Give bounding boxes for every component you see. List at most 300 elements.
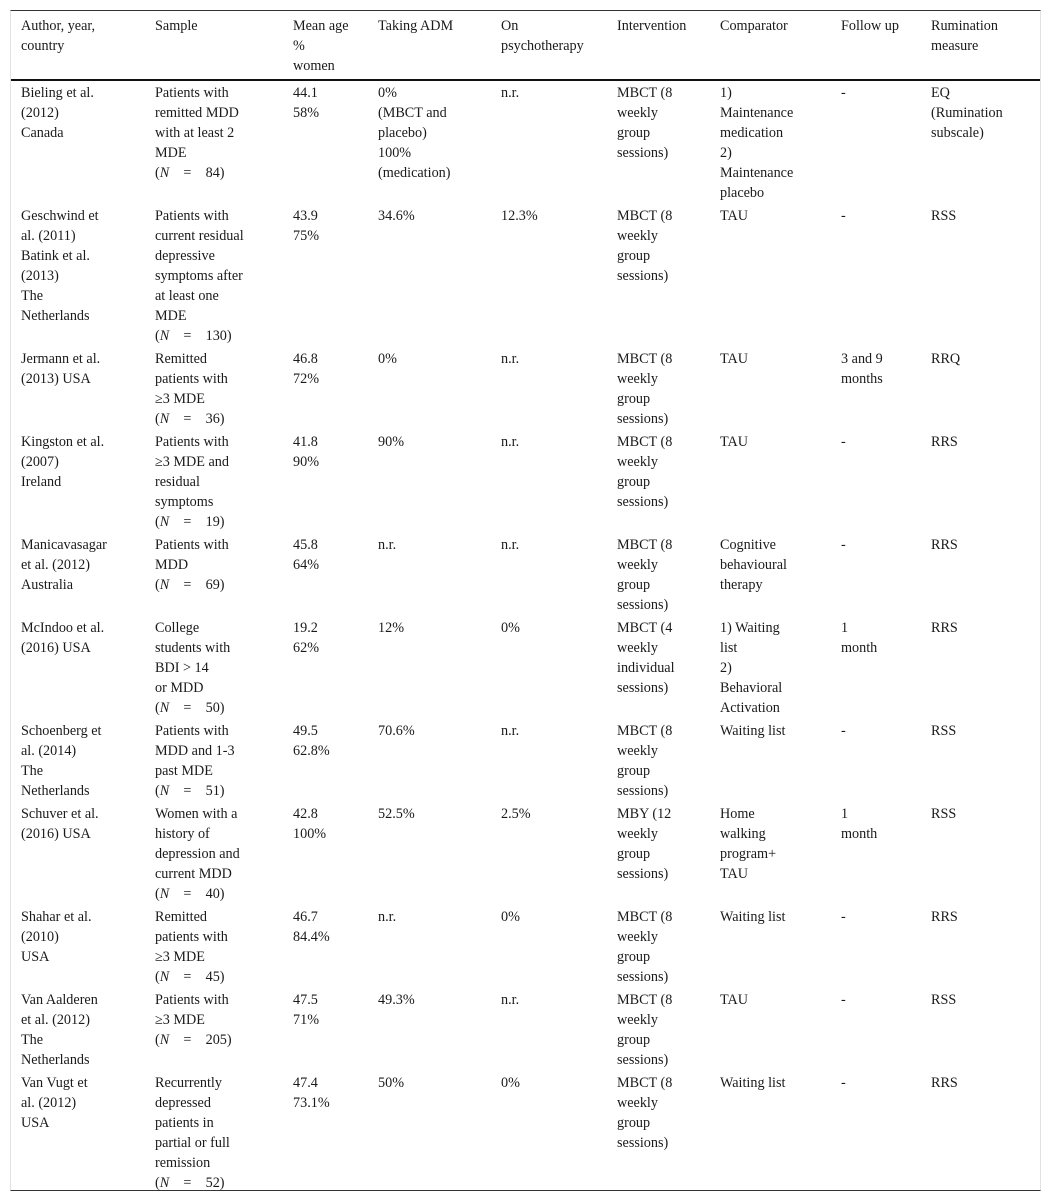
measure-cell	[921, 80, 1040, 204]
cell-text: 47.4	[293, 1075, 318, 1091]
author-cell	[11, 719, 145, 802]
author-cell	[11, 905, 145, 988]
adm-cell	[368, 719, 491, 802]
cell-text: at least one	[155, 288, 219, 304]
cell-text: Netherlands	[21, 1052, 90, 1068]
cell-text: RRS	[931, 434, 958, 450]
header-text: psychotherapy	[501, 38, 584, 54]
comparator-cell	[710, 1071, 831, 1194]
cell-text: EQ	[931, 85, 950, 101]
psychotherapy-cell	[491, 533, 607, 616]
cell-text: al. (2014)	[21, 743, 77, 759]
sample-size-value: 19	[205, 514, 220, 530]
cell-text: weekly	[617, 929, 658, 945]
cell-text: RRS	[931, 537, 958, 553]
comparator-cell	[710, 802, 831, 905]
cell-text: 90%	[378, 434, 405, 450]
cell-text: sessions)	[617, 411, 669, 427]
column-header-sample	[145, 11, 283, 80]
author-cell	[11, 1071, 145, 1194]
author-cell	[11, 533, 145, 616]
cell-text: 62.8%	[293, 743, 330, 759]
cell-text: current MDD	[155, 866, 232, 882]
cell-text: 58%	[293, 105, 320, 121]
intervention-cell	[607, 204, 710, 347]
cell-text: RSS	[931, 723, 957, 739]
psychotherapy-cell	[491, 430, 607, 533]
cell-text: ≥3 MDE	[155, 949, 205, 965]
cell-text: sessions)	[617, 268, 669, 284]
intervention-cell	[607, 905, 710, 988]
adm-cell	[368, 905, 491, 988]
cell-text: group	[617, 949, 651, 965]
cell-text: MBCT (8	[617, 723, 673, 739]
cell-text: n.r.	[378, 909, 397, 925]
follow-up-cell	[831, 719, 921, 802]
comparator-cell	[710, 204, 831, 347]
age-women-cell	[283, 802, 368, 905]
cell-text: 70.6%	[378, 723, 415, 739]
header-text: Author, year,	[21, 18, 96, 34]
author-cell	[11, 204, 145, 347]
column-header-intervention	[607, 11, 710, 80]
studies-table	[11, 11, 1040, 1194]
cell-text: Waiting list	[720, 909, 786, 925]
cell-text: weekly	[617, 454, 658, 470]
cell-text: Geschwind et	[21, 208, 99, 224]
follow-up-cell	[831, 1071, 921, 1194]
cell-text: group	[617, 1115, 651, 1131]
header-text: Follow up	[841, 18, 899, 34]
age-women-cell	[283, 430, 368, 533]
sample-size-value: 40	[205, 886, 220, 902]
cell-text: months	[841, 371, 883, 387]
adm-cell	[368, 1071, 491, 1194]
psychotherapy-cell	[491, 1071, 607, 1194]
cell-text: 100%	[378, 145, 412, 161]
cell-text: group	[617, 763, 651, 779]
cell-text: MDD	[155, 557, 189, 573]
cell-text: depression and	[155, 846, 240, 862]
cell-text: College	[155, 620, 200, 636]
comparator-cell	[710, 719, 831, 802]
table-row	[11, 204, 1040, 347]
column-header-author-country	[11, 11, 145, 80]
cell-text: Manicavasagar	[21, 537, 107, 553]
sample-size-value: 51	[205, 783, 220, 799]
cell-text: USA	[21, 1115, 50, 1131]
cell-text: BDI > 14	[155, 660, 209, 676]
cell-text: MBCT (4	[617, 620, 673, 636]
psychotherapy-cell	[491, 719, 607, 802]
adm-cell	[368, 204, 491, 347]
cell-text: 0%	[378, 351, 397, 367]
sample-size: (N = 52)	[155, 1175, 225, 1191]
intervention-cell	[607, 80, 710, 204]
table-body	[11, 80, 1040, 1194]
cell-text: n.r.	[501, 992, 520, 1008]
cell-text: weekly	[617, 826, 658, 842]
psychotherapy-cell	[491, 988, 607, 1071]
age-women-cell	[283, 347, 368, 430]
cell-text: Batink et al.	[21, 248, 90, 264]
cell-text: Netherlands	[21, 308, 90, 324]
cell-text: group	[617, 577, 651, 593]
cell-text: 44.1	[293, 85, 318, 101]
sample-size: (N = 69)	[155, 577, 225, 593]
column-header-follow-up	[831, 11, 921, 80]
cell-text: 1	[841, 620, 849, 636]
header-text: measure	[931, 38, 979, 54]
sample-size-value: 45	[205, 969, 220, 985]
cell-text: remitted MDD	[155, 105, 239, 121]
sample-cell	[145, 204, 283, 347]
cell-text: remission	[155, 1155, 211, 1171]
cell-text: MBCT (8	[617, 992, 673, 1008]
cell-text: McIndoo et al.	[21, 620, 105, 636]
comparator-cell	[710, 533, 831, 616]
adm-cell	[368, 80, 491, 204]
cell-text: Maintenance	[720, 165, 794, 181]
cell-text: Netherlands	[21, 783, 90, 799]
sample-cell	[145, 988, 283, 1071]
cell-text: symptoms	[155, 494, 214, 510]
cell-text: Patients with	[155, 85, 229, 101]
column-header-on-psychotherapy	[491, 11, 607, 80]
cell-text: 73.1%	[293, 1095, 330, 1111]
cell-text: group	[617, 125, 651, 141]
follow-up-cell	[831, 905, 921, 988]
sample-size-value: 69	[205, 577, 220, 593]
cell-text: -	[841, 85, 846, 101]
cell-text: ≥3 MDE and	[155, 454, 229, 470]
cell-text: (2013) USA	[21, 371, 91, 387]
cell-text: MBCT (8	[617, 537, 673, 553]
table-row	[11, 719, 1040, 802]
cell-text: sessions)	[617, 969, 669, 985]
cell-text: sessions)	[617, 1135, 669, 1151]
follow-up-cell	[831, 347, 921, 430]
measure-cell	[921, 204, 1040, 347]
cell-text: RRS	[931, 620, 958, 636]
table-row	[11, 430, 1040, 533]
sample-size: (N = 45)	[155, 969, 225, 985]
column-header-taking-adm	[368, 11, 491, 80]
cell-text: Schoenberg et	[21, 723, 102, 739]
cell-text: TAU	[720, 351, 749, 367]
sample-cell	[145, 802, 283, 905]
cell-text: Van Aalderen	[21, 992, 98, 1008]
cell-text: Maintenance	[720, 105, 794, 121]
cell-text: 64%	[293, 557, 320, 573]
header-text: Mean age	[293, 18, 349, 34]
table-row	[11, 905, 1040, 988]
cell-text: 42.8	[293, 806, 318, 822]
header-row	[11, 11, 1040, 80]
cell-text: 90%	[293, 454, 320, 470]
cell-text: -	[841, 909, 846, 925]
follow-up-cell	[831, 533, 921, 616]
cell-text: Patients with	[155, 723, 229, 739]
cell-text: weekly	[617, 1095, 658, 1111]
sample-size: (N = 50)	[155, 700, 225, 716]
measure-cell	[921, 1071, 1040, 1194]
cell-text: n.r.	[501, 537, 520, 553]
cell-text: 0%	[501, 620, 520, 636]
cell-text: 84.4%	[293, 929, 330, 945]
intervention-cell	[607, 1071, 710, 1194]
cell-text: Australia	[21, 577, 74, 593]
cell-text: with at least 2	[155, 125, 235, 141]
cell-text: al. (2011)	[21, 228, 76, 244]
sample-cell	[145, 533, 283, 616]
cell-text: MBCT (8	[617, 351, 673, 367]
cell-text: Schuver et al.	[21, 806, 99, 822]
cell-text: Women with a	[155, 806, 238, 822]
table-row	[11, 616, 1040, 719]
cell-text: Jermann et al.	[21, 351, 101, 367]
cell-text: -	[841, 208, 846, 224]
measure-cell	[921, 533, 1040, 616]
cell-text: group	[617, 846, 651, 862]
cell-text: Waiting list	[720, 723, 786, 739]
cell-text: RSS	[931, 806, 957, 822]
cell-text: MDD and 1-3	[155, 743, 235, 759]
cell-text: 62%	[293, 640, 320, 656]
age-women-cell	[283, 719, 368, 802]
intervention-cell	[607, 988, 710, 1071]
cell-text: TAU	[720, 208, 749, 224]
cell-text: The	[21, 288, 44, 304]
sample-cell	[145, 80, 283, 204]
age-women-cell	[283, 80, 368, 204]
comparator-cell	[710, 616, 831, 719]
cell-text: (2010)	[21, 929, 59, 945]
sample-cell	[145, 430, 283, 533]
cell-text: group	[617, 474, 651, 490]
cell-text: 43.9	[293, 208, 318, 224]
cell-text: 12.3%	[501, 208, 538, 224]
author-cell	[11, 80, 145, 204]
cell-text: weekly	[617, 743, 658, 759]
cell-text: weekly	[617, 1012, 658, 1028]
adm-cell	[368, 347, 491, 430]
author-cell	[11, 802, 145, 905]
sample-size: (N = 51)	[155, 783, 225, 799]
cell-text: (medication)	[378, 165, 451, 181]
cell-text: (2016) USA	[21, 826, 91, 842]
cell-text: 49.5	[293, 723, 318, 739]
cell-text: placebo)	[378, 125, 427, 141]
cell-text: depressive	[155, 248, 215, 264]
sample-size: (N = 84)	[155, 165, 225, 181]
intervention-cell	[607, 616, 710, 719]
intervention-cell	[607, 533, 710, 616]
cell-text: Recurrently	[155, 1075, 222, 1091]
cell-text: -	[841, 723, 846, 739]
cell-text: individual	[617, 660, 675, 676]
cell-text: depressed	[155, 1095, 211, 1111]
column-header-mean-age-women	[283, 11, 368, 80]
sample-size: (N = 36)	[155, 411, 225, 427]
cell-text: -	[841, 1075, 846, 1091]
adm-cell	[368, 616, 491, 719]
cell-text: Canada	[21, 125, 64, 141]
age-women-cell	[283, 905, 368, 988]
table-row	[11, 80, 1040, 204]
author-cell	[11, 616, 145, 719]
cell-text: al. (2012)	[21, 1095, 77, 1111]
comparator-cell	[710, 80, 831, 204]
cell-text: Patients with	[155, 434, 229, 450]
cell-text: TAU	[720, 434, 749, 450]
cell-text: walking	[720, 826, 766, 842]
measure-cell	[921, 905, 1040, 988]
cell-text: placebo	[720, 185, 765, 201]
cell-text: Cognitive	[720, 537, 776, 553]
intervention-cell	[607, 347, 710, 430]
cell-text: 47.5	[293, 992, 318, 1008]
cell-text: or MDD	[155, 680, 204, 696]
cell-text: sessions)	[617, 597, 669, 613]
cell-text: MDE	[155, 145, 187, 161]
cell-text: (2007)	[21, 454, 59, 470]
cell-text: 46.7	[293, 909, 318, 925]
cell-text: sessions)	[617, 783, 669, 799]
header-text: women	[293, 58, 335, 74]
cell-text: Bieling et al.	[21, 85, 94, 101]
follow-up-cell	[831, 204, 921, 347]
comparator-cell	[710, 430, 831, 533]
sample-cell	[145, 905, 283, 988]
cell-text: weekly	[617, 228, 658, 244]
cell-text: students with	[155, 640, 231, 656]
measure-cell	[921, 802, 1040, 905]
cell-text: TAU	[720, 866, 749, 882]
cell-text: weekly	[617, 105, 658, 121]
cell-text: Home	[720, 806, 755, 822]
intervention-cell	[607, 719, 710, 802]
age-women-cell	[283, 616, 368, 719]
cell-text: sessions)	[617, 145, 669, 161]
cell-text: 49.3%	[378, 992, 415, 1008]
cell-text: month	[841, 640, 878, 656]
cell-text: 41.8	[293, 434, 318, 450]
cell-text: n.r.	[501, 351, 520, 367]
author-cell	[11, 430, 145, 533]
follow-up-cell	[831, 988, 921, 1071]
cell-text: 1) Waiting	[720, 620, 780, 636]
cell-text: 12%	[378, 620, 405, 636]
sample-size: (N = 19)	[155, 514, 225, 530]
adm-cell	[368, 988, 491, 1071]
cell-text: Patients with	[155, 208, 229, 224]
column-header-comparator	[710, 11, 831, 80]
measure-cell	[921, 719, 1040, 802]
cell-text: group	[617, 1032, 651, 1048]
cell-text: sessions)	[617, 680, 669, 696]
sample-cell	[145, 347, 283, 430]
cell-text: 45.8	[293, 537, 318, 553]
cell-text: past MDE	[155, 763, 213, 779]
cell-text: 71%	[293, 1012, 320, 1028]
sample-size: (N = 130)	[155, 328, 232, 344]
cell-text: ≥3 MDE	[155, 1012, 205, 1028]
author-cell	[11, 347, 145, 430]
header-text: Intervention	[617, 18, 687, 34]
sample-size-value: 36	[205, 411, 220, 427]
cell-text: Patients with	[155, 992, 229, 1008]
measure-cell	[921, 988, 1040, 1071]
cell-text: 100%	[293, 826, 327, 842]
cell-text: weekly	[617, 371, 658, 387]
cell-text: Kingston et al.	[21, 434, 105, 450]
cell-text: Patients with	[155, 537, 229, 553]
cell-text: sessions)	[617, 866, 669, 882]
age-women-cell	[283, 1071, 368, 1194]
measure-cell	[921, 616, 1040, 719]
cell-text: symptoms after	[155, 268, 243, 284]
header-text: Rumination	[931, 18, 998, 34]
cell-text: -	[841, 992, 846, 1008]
cell-text: (MBCT and	[378, 105, 447, 121]
cell-text: (2013)	[21, 268, 59, 284]
cell-text: -	[841, 434, 846, 450]
cell-text: Behavioral	[720, 680, 783, 696]
cell-text: 0%	[501, 909, 520, 925]
cell-text: patients in	[155, 1115, 214, 1131]
cell-text: 46.8	[293, 351, 318, 367]
cell-text: ≥3 MDE	[155, 391, 205, 407]
cell-text: patients with	[155, 929, 228, 945]
comparator-cell	[710, 347, 831, 430]
cell-text: MBCT (8	[617, 909, 673, 925]
measure-cell	[921, 347, 1040, 430]
cell-text: 1	[841, 806, 849, 822]
cell-text: group	[617, 248, 651, 264]
cell-text: Activation	[720, 700, 780, 716]
cell-text: 2.5%	[501, 806, 531, 822]
cell-text: sessions)	[617, 1052, 669, 1068]
sample-size: (N = 40)	[155, 886, 225, 902]
cell-text: therapy	[720, 577, 763, 593]
table-header	[11, 11, 1040, 80]
adm-cell	[368, 430, 491, 533]
cell-text: current residual	[155, 228, 244, 244]
psychotherapy-cell	[491, 80, 607, 204]
cell-text: USA	[21, 949, 50, 965]
follow-up-cell	[831, 80, 921, 204]
sample-cell	[145, 1071, 283, 1194]
age-women-cell	[283, 988, 368, 1071]
cell-text: 3 and 9	[841, 351, 883, 367]
cell-text: MBY (12	[617, 806, 672, 822]
cell-text: weekly	[617, 640, 658, 656]
cell-text: Remitted	[155, 351, 208, 367]
table-row	[11, 347, 1040, 430]
table-row	[11, 1071, 1040, 1194]
cell-text: MBCT (8	[617, 434, 673, 450]
cell-text: 2)	[720, 660, 732, 676]
cell-text: 1)	[720, 85, 732, 101]
comparator-cell	[710, 988, 831, 1071]
sample-cell	[145, 616, 283, 719]
intervention-cell	[607, 802, 710, 905]
cell-text: TAU	[720, 992, 749, 1008]
cell-text: 0%	[378, 85, 397, 101]
adm-cell	[368, 802, 491, 905]
header-text: On	[501, 18, 519, 34]
